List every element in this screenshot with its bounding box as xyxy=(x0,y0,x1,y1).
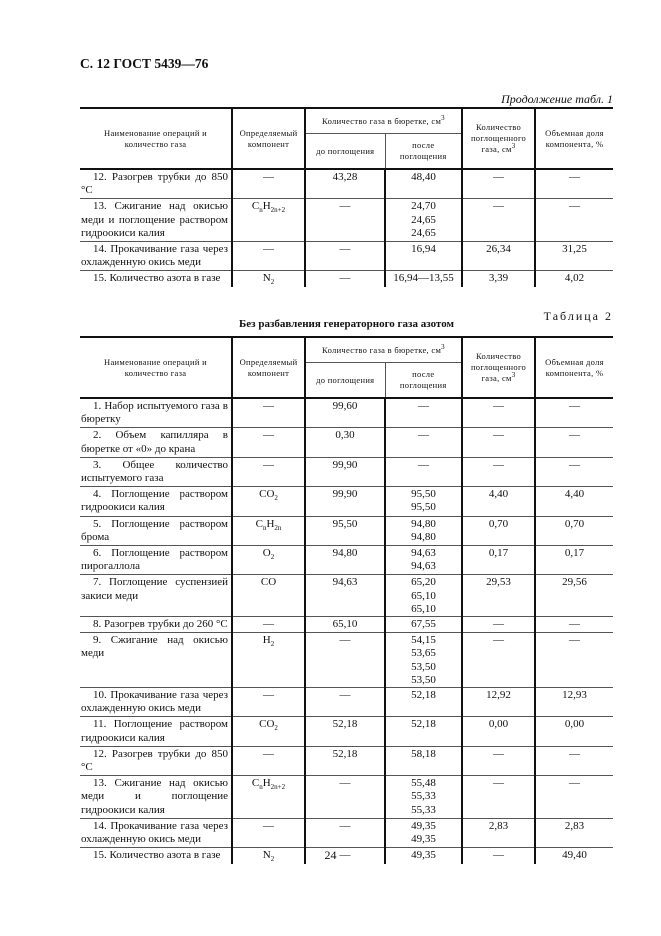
after-cell xyxy=(385,271,462,287)
after-cell xyxy=(385,776,462,819)
formula-part: N xyxy=(262,272,271,285)
page-header: С. 12 ГОСТ 5439—76 xyxy=(80,56,209,71)
after-cell xyxy=(385,242,462,271)
operation-cell: 2. Объем капилляра в бюретке от «0» до крана xyxy=(80,428,232,457)
after-cell xyxy=(385,169,462,199)
operation-cell: 3. Общее количество испытуемого газа xyxy=(80,457,232,486)
header-fraction: Объемная доля компонента, % xyxy=(535,337,613,398)
formula-part: CO xyxy=(259,718,275,731)
before-cell: — xyxy=(305,633,385,688)
after-value: 65,10 xyxy=(411,602,436,615)
table-row xyxy=(80,169,613,199)
table-row xyxy=(80,776,613,819)
formula-part: C xyxy=(255,517,263,530)
before-cell: 94,80 xyxy=(305,546,385,575)
component-cell xyxy=(232,717,305,746)
formula-part: 2 xyxy=(270,855,275,864)
operation-cell: 14. Прокачивание газа через охлажденную окись меди xyxy=(80,818,232,847)
after-cell xyxy=(385,546,462,575)
absorbed-cell: 4,40 xyxy=(462,487,535,516)
after-value: 53,50 xyxy=(411,660,436,673)
header-absorbed xyxy=(462,337,535,398)
component-cell xyxy=(232,516,305,545)
after-value: 24,65 xyxy=(411,213,436,226)
component-cell xyxy=(232,271,305,287)
fraction-cell: — xyxy=(535,457,613,486)
after-value: 53,50 xyxy=(411,673,436,686)
after-value: — xyxy=(418,400,429,412)
component-cell xyxy=(232,457,305,486)
header-absorbed-text: Количество поглощенного газа, см xyxy=(470,351,527,383)
table-row xyxy=(80,717,613,746)
operation-cell: 9. Сжигание над окисью меди xyxy=(80,633,232,688)
after-value: 49,35 xyxy=(411,819,436,832)
component-cell xyxy=(232,199,305,242)
formula-part: n xyxy=(259,206,263,215)
header-burette-group xyxy=(305,337,462,363)
before-cell: 94,63 xyxy=(305,575,385,617)
table-row xyxy=(80,633,613,688)
absorbed-cell: 0,70 xyxy=(462,516,535,545)
component-cell xyxy=(232,633,305,688)
fraction-cell: — xyxy=(535,633,613,688)
header-absorbed-text: Количество поглощенного газа, см xyxy=(470,122,527,154)
formula-part: 2 xyxy=(270,553,275,562)
table-row xyxy=(80,242,613,271)
after-value: 65,20 xyxy=(411,576,436,589)
formula-part: N xyxy=(262,849,271,862)
absorbed-cell: — xyxy=(462,457,535,486)
after-value: 94,80 xyxy=(411,517,436,530)
absorbed-cell: 26,34 xyxy=(462,242,535,271)
absorbed-cell: — xyxy=(462,199,535,242)
absorbed-cell: — xyxy=(462,398,535,428)
table-row xyxy=(80,271,613,287)
after-value: 54,15 xyxy=(411,634,436,647)
operation-cell: 10. Прокачивание газа через охлажденную окись меди xyxy=(80,688,232,717)
fraction-cell: — xyxy=(535,169,613,199)
table-row xyxy=(80,688,613,717)
after-value: 55,48 xyxy=(411,777,436,790)
operation-cell: 11. Поглощение раствором гидроокиси калия xyxy=(80,717,232,746)
operation-cell: 4. Поглощение раствором гидроокиси калия xyxy=(80,487,232,516)
absorbed-cell: 2,83 xyxy=(462,818,535,847)
header-before: до поглощения xyxy=(305,363,385,399)
absorbed-cell: 0,00 xyxy=(462,717,535,746)
component-cell xyxy=(232,546,305,575)
formula-part: — xyxy=(263,400,274,412)
fraction-cell: — xyxy=(535,199,613,242)
table-row xyxy=(80,746,613,775)
fraction-cell: — xyxy=(535,617,613,633)
component-cell xyxy=(232,242,305,271)
formula-part: 2 xyxy=(270,278,275,287)
after-value: — xyxy=(418,458,429,471)
after-cell xyxy=(385,746,462,775)
formula-part: 2n+2 xyxy=(270,783,286,792)
component-cell xyxy=(232,776,305,819)
before-cell: 52,18 xyxy=(305,746,385,775)
component-cell xyxy=(232,575,305,617)
table-2-label: Таблица 2 xyxy=(543,309,613,323)
header-component: Определяемый компонент xyxy=(232,337,305,398)
before-cell: 99,60 xyxy=(305,398,385,428)
after-value: 95,50 xyxy=(411,501,436,514)
before-cell: 65,10 xyxy=(305,617,385,633)
header-operation: Наименование операций и количество газа xyxy=(80,108,232,169)
after-value: 53,65 xyxy=(411,647,436,660)
after-value: 16,94—13,55 xyxy=(393,272,454,285)
unit-exponent: 3 xyxy=(511,371,516,380)
component-cell xyxy=(232,746,305,775)
formula-part: 2 xyxy=(274,494,278,503)
table-row xyxy=(80,457,613,486)
formula-part: — xyxy=(263,429,274,442)
formula-part: 2n xyxy=(274,523,282,532)
header-before: до поглощения xyxy=(305,134,385,170)
after-value: 55,33 xyxy=(411,803,436,816)
before-cell: 43,28 xyxy=(305,169,385,199)
fraction-cell: — xyxy=(535,398,613,428)
before-cell: — xyxy=(305,848,385,864)
header-operation: Наименование операций и количество газа xyxy=(80,337,232,398)
header-component: Определяемый компонент xyxy=(232,108,305,169)
before-cell: 52,18 xyxy=(305,717,385,746)
operation-cell: 1. Набор испытуемого газа в бюретку xyxy=(80,398,232,428)
formula-part: — xyxy=(263,747,274,760)
before-cell: 95,50 xyxy=(305,516,385,545)
before-cell: — xyxy=(305,776,385,819)
formula-part: H xyxy=(266,517,275,530)
table-2 xyxy=(80,336,613,864)
formula-part: n xyxy=(262,523,267,532)
unit-exponent: 3 xyxy=(511,142,516,151)
operation-cell: 12. Разогрев трубки до 850 °C xyxy=(80,169,232,199)
after-value: 52,18 xyxy=(411,718,436,731)
absorbed-cell: — xyxy=(462,633,535,688)
after-cell xyxy=(385,575,462,617)
after-cell xyxy=(385,487,462,516)
operation-cell: 15. Количество азота в газе xyxy=(80,848,232,864)
table-row xyxy=(80,428,613,457)
table-row xyxy=(80,617,613,633)
component-cell xyxy=(232,398,305,428)
fraction-cell: — xyxy=(535,746,613,775)
after-value: 65,10 xyxy=(411,589,436,602)
before-cell: 99,90 xyxy=(305,487,385,516)
operation-cell: 8. Разогрев трубки до 260 °C xyxy=(80,617,232,633)
fraction-cell: 4,40 xyxy=(535,487,613,516)
continuation-label: Продолжение табл. 1 xyxy=(501,92,613,106)
fraction-cell: 29,56 xyxy=(535,575,613,617)
component-cell xyxy=(232,428,305,457)
operation-cell: 12. Разогрев трубки до 850 °C xyxy=(80,746,232,775)
component-cell xyxy=(232,487,305,516)
after-value: 94,63 xyxy=(411,560,436,573)
header-burette-group xyxy=(305,108,462,134)
after-value: 94,80 xyxy=(411,530,436,543)
formula-part: CO xyxy=(259,488,275,501)
table-row xyxy=(80,818,613,847)
table-row xyxy=(80,516,613,545)
after-cell xyxy=(385,428,462,457)
table-1-continuation xyxy=(80,107,613,287)
before-cell: — xyxy=(305,688,385,717)
after-value: 24,65 xyxy=(411,226,436,239)
fraction-cell: 4,02 xyxy=(535,271,613,287)
header-burette-text: Количество газа в бюретке, см xyxy=(322,344,442,355)
header-after: после поглощения xyxy=(385,363,462,399)
formula-part: — xyxy=(263,819,274,832)
after-value: 49,35 xyxy=(411,833,436,846)
formula-part: 2 xyxy=(270,640,275,649)
fraction-cell: 12,93 xyxy=(535,688,613,717)
before-cell: — xyxy=(305,242,385,271)
after-cell xyxy=(385,717,462,746)
absorbed-cell: — xyxy=(462,746,535,775)
table-row xyxy=(80,398,613,428)
after-value: 24,70 xyxy=(411,200,436,213)
fraction-cell: — xyxy=(535,776,613,819)
table-row xyxy=(80,546,613,575)
fraction-cell: 31,25 xyxy=(535,242,613,271)
formula-part: CO xyxy=(260,576,277,589)
formula-part: — xyxy=(263,618,274,631)
before-cell: — xyxy=(305,199,385,242)
formula-part: H xyxy=(262,200,271,213)
fraction-cell: 49,40 xyxy=(535,848,613,864)
after-value: 95,50 xyxy=(411,488,436,501)
absorbed-cell: — xyxy=(462,848,535,864)
before-cell: 0,30 xyxy=(305,428,385,457)
after-value: 67,55 xyxy=(411,618,436,631)
operation-cell: 5. Поглощение раствором брома xyxy=(80,516,232,545)
formula-part: H xyxy=(262,777,271,790)
fraction-cell: 0,70 xyxy=(535,516,613,545)
table-row xyxy=(80,487,613,516)
absorbed-cell: — xyxy=(462,776,535,819)
absorbed-cell: — xyxy=(462,169,535,199)
after-value: — xyxy=(418,429,429,442)
page-number: 24 xyxy=(324,848,337,862)
after-cell xyxy=(385,516,462,545)
component-cell xyxy=(232,617,305,633)
before-cell: — xyxy=(305,818,385,847)
before-cell: 99,90 xyxy=(305,457,385,486)
after-cell xyxy=(385,617,462,633)
after-value: 52,18 xyxy=(411,689,436,702)
component-cell xyxy=(232,169,305,199)
operation-cell: 7. Поглощение суспензией закиси меди xyxy=(80,575,232,617)
formula-part: 2 xyxy=(274,724,278,733)
formula-part: 2n+2 xyxy=(270,206,286,215)
table-2-title: Без разбавления генераторного газа азотом xyxy=(239,318,454,330)
after-value: 58,18 xyxy=(411,747,436,760)
after-value: 16,94 xyxy=(411,243,436,256)
formula-part: — xyxy=(263,171,274,183)
fraction-cell: 2,83 xyxy=(535,818,613,847)
after-cell xyxy=(385,818,462,847)
formula-part: C xyxy=(251,200,260,213)
absorbed-cell: — xyxy=(462,617,535,633)
formula-part: n xyxy=(259,783,263,792)
formula-part: H xyxy=(262,634,271,647)
absorbed-cell: 29,53 xyxy=(462,575,535,617)
after-value: 49,35 xyxy=(411,849,436,862)
after-value: 94,63 xyxy=(411,547,436,560)
after-cell xyxy=(385,398,462,428)
after-cell xyxy=(385,199,462,242)
absorbed-cell: 3,39 xyxy=(462,271,535,287)
header-absorbed xyxy=(462,108,535,169)
formula-part: C xyxy=(251,777,260,790)
unit-exponent: 3 xyxy=(441,113,445,122)
absorbed-cell: 12,92 xyxy=(462,688,535,717)
after-value: 48,40 xyxy=(411,171,436,183)
header-burette-text: Количество газа в бюретке, см xyxy=(322,115,442,126)
operation-cell: 14. Прокачивание газа через охлажденную окись меди xyxy=(80,242,232,271)
header-after: после поглощения xyxy=(385,134,462,170)
component-cell xyxy=(232,818,305,847)
after-cell xyxy=(385,688,462,717)
operation-cell: 13. Сжигание над окисью меди и поглощение раствором гидроокиси калия xyxy=(80,199,232,242)
component-cell xyxy=(232,688,305,717)
fraction-cell: 0,00 xyxy=(535,717,613,746)
after-cell xyxy=(385,633,462,688)
operation-cell: 15. Количество азота в газе xyxy=(80,271,232,287)
absorbed-cell: — xyxy=(462,428,535,457)
formula-part: — xyxy=(263,689,274,702)
before-cell: — xyxy=(305,271,385,287)
operation-cell: 13. Сжигание над окисью меди и поглощение гидроокиси калия xyxy=(80,776,232,819)
formula-part: — xyxy=(263,243,274,256)
operation-cell: 6. Поглощение раствором пирогаллола xyxy=(80,546,232,575)
table-row xyxy=(80,575,613,617)
header-fraction: Объемная доля компонента, % xyxy=(535,108,613,169)
fraction-cell: 0,17 xyxy=(535,546,613,575)
table-row xyxy=(80,199,613,242)
formula-part: O xyxy=(262,547,271,560)
absorbed-cell: 0,17 xyxy=(462,546,535,575)
unit-exponent: 3 xyxy=(441,342,445,351)
formula-part: — xyxy=(263,458,274,471)
fraction-cell: — xyxy=(535,428,613,457)
after-value: 55,33 xyxy=(411,790,436,803)
after-cell xyxy=(385,457,462,486)
